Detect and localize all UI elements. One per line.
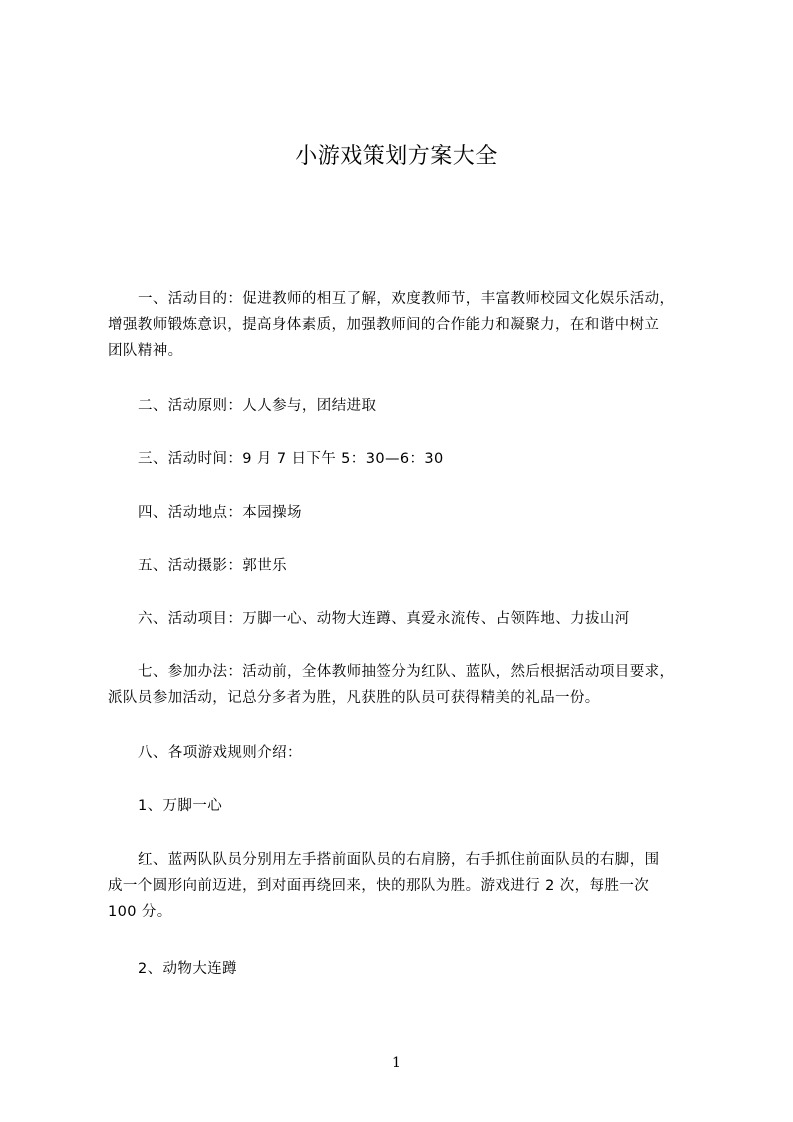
paragraph-game1-rules [108, 847, 708, 925]
paragraph-method [108, 659, 708, 711]
paragraph-line: 一、活动目的：促进教师的相互了解，欢度教师节，丰富教师校园文化娱乐活动， [138, 291, 675, 307]
paragraph-items [108, 606, 708, 632]
paragraph-line: 成一个圆形向前迈进，到对面再绕回来，快的那队为胜。游戏进行 2 次，每胜一次 [108, 878, 650, 894]
paragraph-line: 增强教师锻炼意识，提高身体素质，加强教师间的合作能力和凝聚力，在和谐中树立 [108, 317, 660, 333]
paragraph-rules-heading [108, 740, 708, 766]
paragraph-line: 派队员参加活动，记总分多者为胜，凡获胜的队员可获得精美的礼品一份。 [108, 690, 600, 706]
paragraph-line: 2、动物大连蹲 [138, 961, 238, 977]
paragraph-photography [108, 553, 708, 579]
paragraph-game1-heading [108, 793, 708, 819]
paragraph-time [108, 446, 708, 472]
paragraph-game2-heading [108, 956, 708, 982]
paragraph-line: 六、活动项目：万脚一心、动物大连蹲、真爱永流传、占领阵地、力拔山河 [138, 611, 630, 627]
paragraph-line: 七、参加办法：活动前，全体教师抽签分为红队、蓝队，然后根据活动项目要求， [138, 664, 675, 680]
paragraph-line: 团队精神。 [108, 343, 183, 359]
paragraph-line: 1、万脚一心 [138, 798, 223, 814]
paragraph-line: 二、活动原则：人人参与，团结进取 [138, 398, 377, 414]
paragraph-line: 红、蓝两队队员分别用左手搭前面队员的右肩膀，右手抓住前面队员的右脚，围 [138, 852, 660, 868]
page-number: 1 [392, 1055, 401, 1071]
paragraph-purpose [108, 286, 708, 364]
paragraph-line: 八、各项游戏规则介绍： [138, 745, 302, 761]
paragraph-location [108, 500, 708, 526]
paragraph-line: 三、活动时间：9 月 7 日下午 5：30—6：30 [138, 451, 444, 467]
paragraph-line: 100 分。 [108, 904, 172, 920]
paragraph-principle [108, 393, 708, 419]
paragraph-line: 五、活动摄影：郭世乐 [138, 558, 287, 574]
paragraph-line: 四、活动地点：本园操场 [138, 505, 302, 521]
document-title: 小游戏策划方案大全 [295, 144, 498, 169]
